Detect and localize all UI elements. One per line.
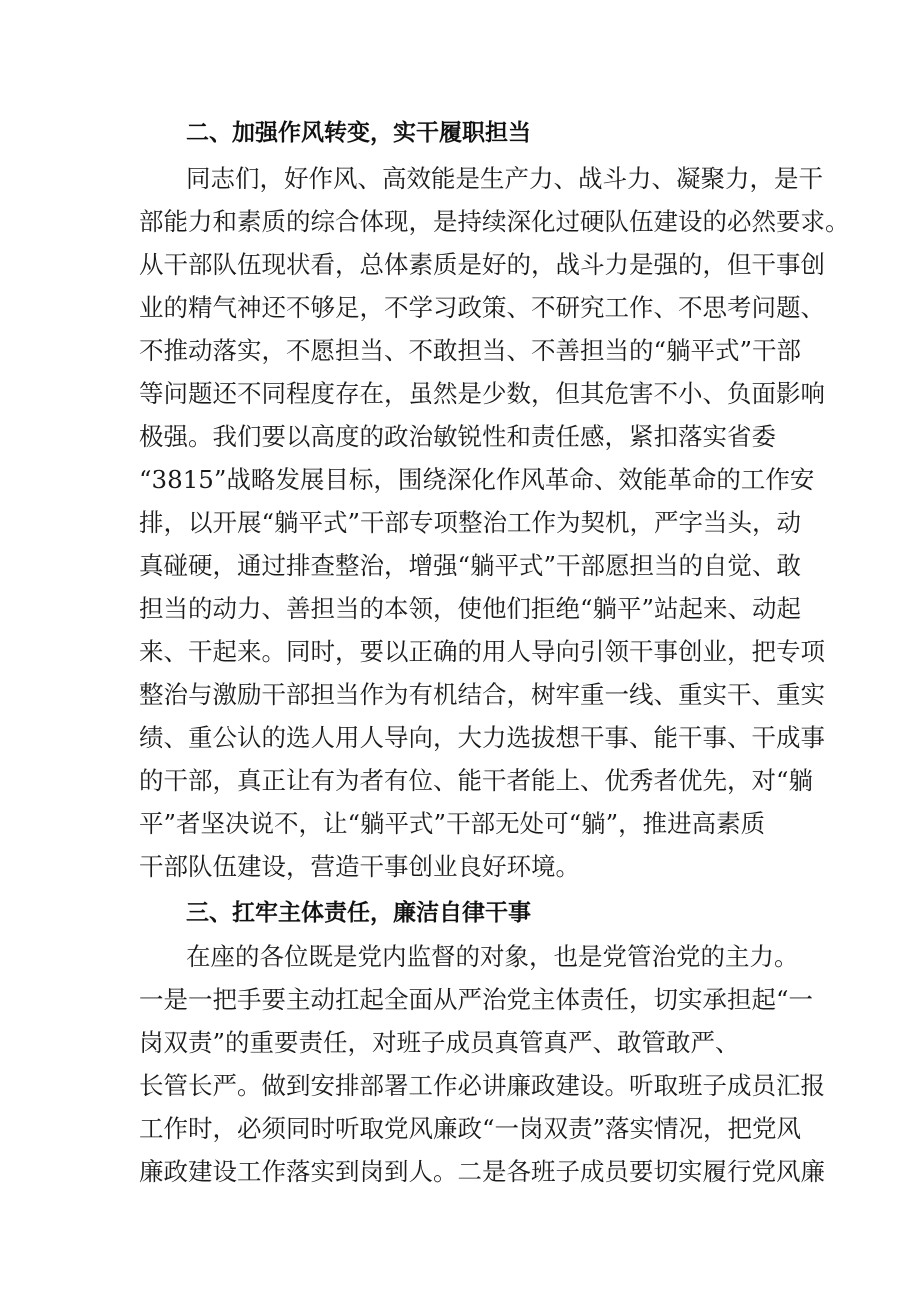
paragraph-line: 排，以开展“躺平式”干部专项整治工作为契机，严字当头，动 [139, 508, 802, 537]
paragraph-line: 极强。我们要以高度的政治敏锐性和责任感，紧扣落实省委 [139, 422, 776, 451]
section-3-heading: 三、扛牢主体责任，廉洁自律干事 [186, 900, 531, 926]
paragraph-line: 从干部队伍现状看，总体素质是好的，战斗力是强的，但干事创 [139, 250, 825, 279]
paragraph-line: 业的精气神还不够足，不学习政策、不研究工作、不思考问题、 [139, 293, 825, 322]
paragraph-line: 廉政建设工作落实到岗到人。二是各班子成员要切实履行党风廉 [139, 1157, 825, 1186]
paragraph-line: 真碰硬，通过排查整治，增强“躺平式”干部愿担当的自觉、敢 [139, 551, 802, 580]
paragraph-line: 平”者坚决说不，让“躺平式”干部无处可“躺”，推进高素质 [139, 809, 766, 838]
paragraph-line: 岗双责”的重要责任，对班子成员真管真严、敢管敢严、 [139, 1028, 740, 1057]
paragraph-line: 不推动落实，不愿担当、不敢担当、不善担当的“躺平式”干部 [139, 336, 802, 365]
paragraph-line: 的干部，真正让有为者有位、能干者能上、优秀者优先，对“躺 [139, 766, 814, 795]
paragraph-line: 整治与激励干部担当作为有机结合，树牢重一线、重实干、重实 [139, 680, 825, 709]
paragraph-line: 绩、重公认的选人用人导向，大力选拔想干事、能干事、干成事 [139, 723, 825, 752]
paragraph-line: 长管长严。做到安排部署工作必讲廉政建设。听取班子成员汇报 [139, 1071, 825, 1100]
paragraph-line: 部能力和素质的综合体现，是持续深化过硬队伍建设的必然要求。 [139, 207, 850, 236]
paragraph-line: 在座的各位既是党内监督的对象，也是党管治党的主力。 [186, 942, 799, 971]
paragraph-line: 干部队伍建设，营造干事创业良好环境。 [139, 852, 580, 881]
paragraph-line: “3815”战略发展目标，围绕深化作风革命、效能革命的工作安 [139, 465, 815, 494]
paragraph-line: 等问题还不同程度存在，虽然是少数，但其危害不小、负面影响 [139, 379, 825, 408]
paragraph-line: 来、干起来。同时，要以正确的用人导向引领干事创业，把专项 [139, 637, 825, 666]
paragraph-line: 一是一把手要主动扛起全面从严治党主体责任，切实承担起“一 [139, 985, 814, 1014]
paragraph-line: 工作时，必须同时听取党风廉政“一岗双责”落实情况，把党风 [139, 1114, 802, 1143]
paragraph-line: 担当的动力、善担当的本领，使他们拒绝“躺平”站起来、动起 [139, 594, 802, 623]
paragraph-line: 同志们，好作风、高效能是生产力、战斗力、凝聚力，是干 [186, 164, 823, 193]
section-2-heading: 二、加强作风转变，实干履职担当 [186, 120, 531, 146]
